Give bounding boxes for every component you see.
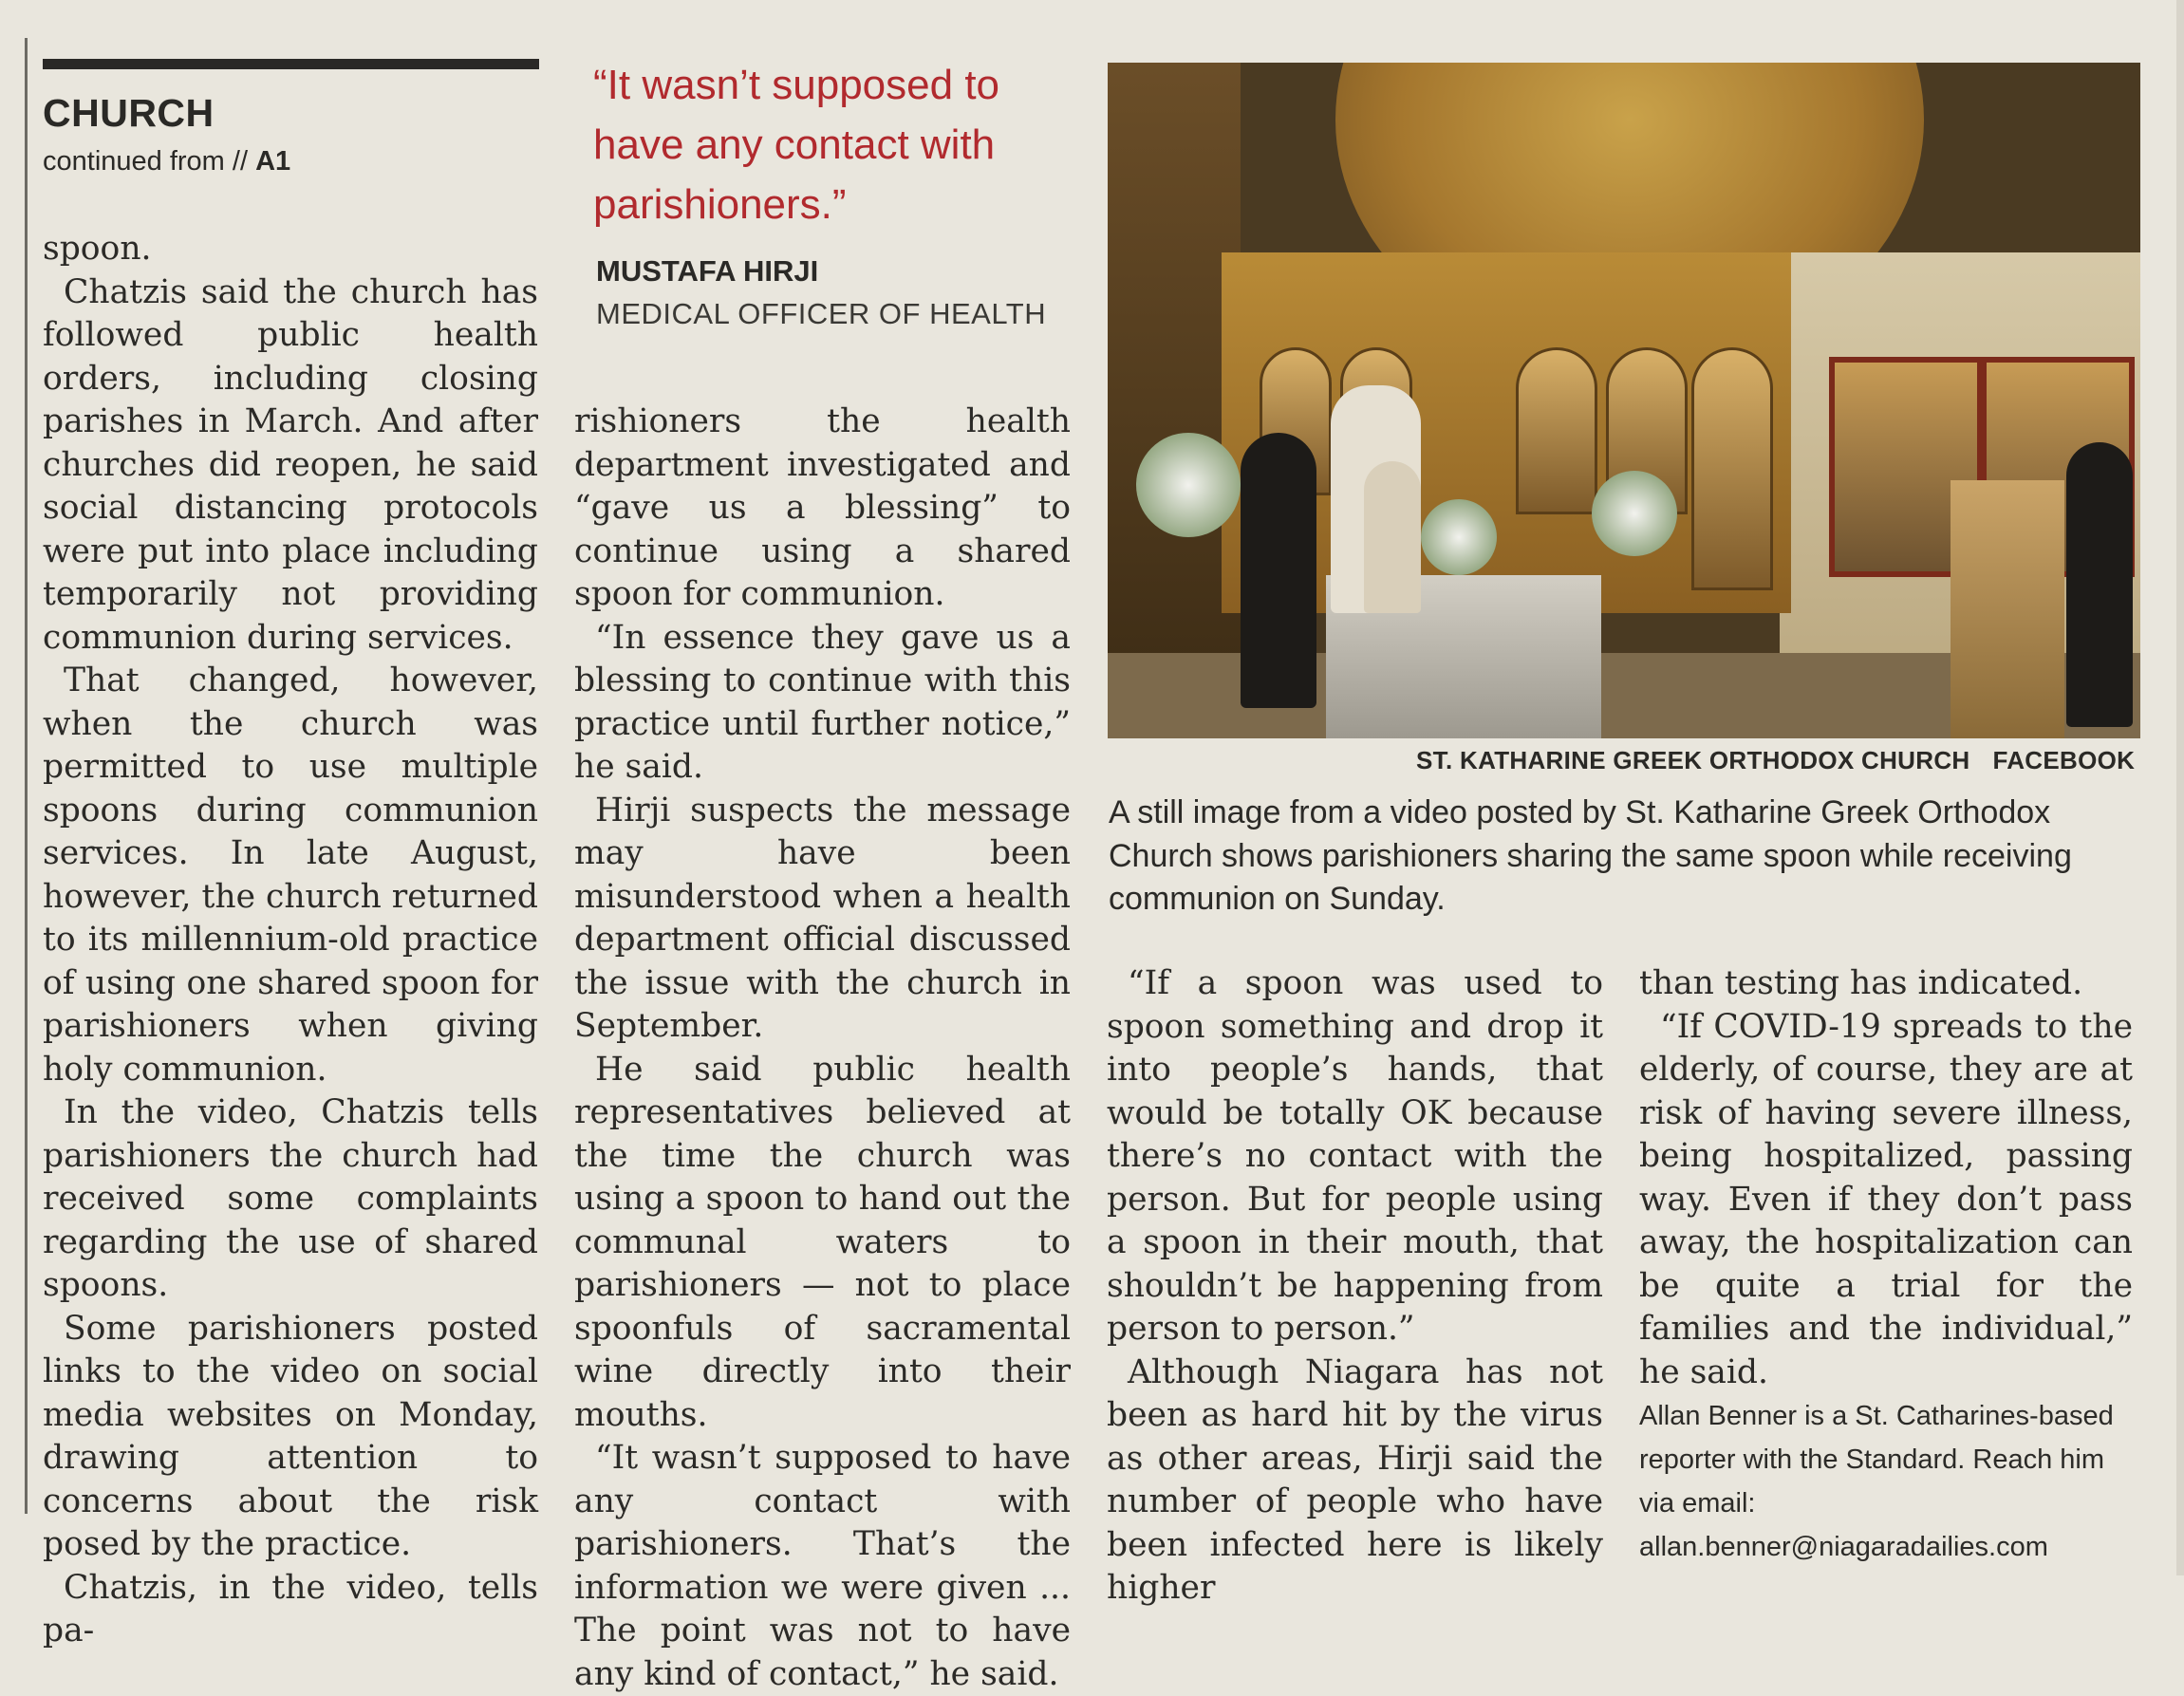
paragraph: “In essence they gave us a blessing to continue with this practice until further notice,” he said. [574, 618, 1071, 786]
paragraph: Chatzis said the church has followed public health orders, including closing parishes in March. And after churches did reopen, he said social distancing protocols were put into place including temporarily not providing communion during services. [43, 272, 538, 657]
section-title: CHURCH [43, 91, 215, 135]
paragraph: “If COVID-19 spreads to the elderly, of course, they are at risk of having severe illness, being hospitalized, passing way. Even if they don’t pass away, the hospitalization can be quite a trial for the families and the individual,” he said. [1639, 1007, 2133, 1391]
pull-quote: “It wasn’t supposed to have any contact with parishioners.” [593, 62, 1000, 228]
pull-quote-attribution-title: MEDICAL OFFICER OF HEALTH [596, 297, 1047, 330]
article-column-2 [574, 401, 1071, 1696]
article-column-1 [43, 228, 538, 1653]
paragraph: That changed, however, when the church was permitted to use multiple spoons during communion services. In late August, however, the church returned to its millennium-old practice of using one shared spoon for parishioners when giving holy communion. [43, 662, 538, 1089]
paragraph: spoon. [43, 230, 152, 268]
article-column-3 [1107, 962, 1603, 1611]
photo-credit [1416, 746, 2135, 775]
article-column-4 [1639, 962, 2133, 1569]
paragraph: rishioners the health department investigated and “gave us a blessing” to continue using a shared spoon for communion. [574, 402, 1071, 613]
author-tagline: Allan Benner is a St. Catharines-based reporter with the Standard. Reach him via email: allan.benner@niagaradailies.com [1639, 1401, 2114, 1562]
paragraph: “It wasn’t supposed to have any contact with parishioners. That’s the information we were given ... The point was not to have any kind of contact,” he said. [574, 1439, 1071, 1693]
paragraph: He said public health representatives believed at the time the church was using a spoon to hand out the communal waters to parishioners — not to place spoonfuls of sacramental wine directly into their mouths. [574, 1050, 1071, 1434]
continued-page: A1 [255, 146, 291, 177]
church-interior-photo [1108, 63, 2140, 738]
paragraph: Chatzis, in the video, tells pa- [43, 1568, 538, 1649]
section-rule [43, 59, 539, 69]
photo-credit-outlet: FACEBOOK [1992, 746, 2136, 774]
paragraph: Although Niagara has not been as hard hit by the virus as other areas, Hirji said the number of people who have been infected here is likely higher [1107, 1352, 1603, 1607]
paragraph: “If a spoon was used to spoon something and drop it into people’s hands, that would be totally OK because there’s no contact with the person. But for people using a spoon in their mouth, that shouldn’t be happening from person to person.” [1107, 964, 1603, 1348]
page-edge [2176, 0, 2184, 1575]
paragraph: In the video, Chatzis tells parishioners the church had received some complaints regarding the use of shared spoons. [43, 1093, 538, 1304]
paragraph: than testing has indicated. [1639, 964, 2083, 1002]
pull-quote-attribution-name: MUSTAFA HIRJI [596, 254, 819, 288]
page-fold-line [25, 38, 28, 1514]
continued-from-label [43, 146, 290, 177]
paragraph: Hirji suspects the message may have been misunderstood when a health department official discussed the issue with the church in September. [574, 791, 1071, 1045]
photo-caption: A still image from a video posted by St. Katharine Greek Orthodox Church shows parishioners sharing the same spoon while receiving communion on Sunday. [1109, 794, 2072, 917]
lectern [1951, 480, 2064, 738]
photo-credit-source: ST. KATHARINE GREEK ORTHODOX CHURCH [1416, 746, 1970, 774]
continued-text: continued from // [43, 146, 256, 177]
paragraph: Some parishioners posted links to the video on social media websites on Monday, drawing attention to concerns about the risk posed by the practice. [43, 1309, 538, 1563]
